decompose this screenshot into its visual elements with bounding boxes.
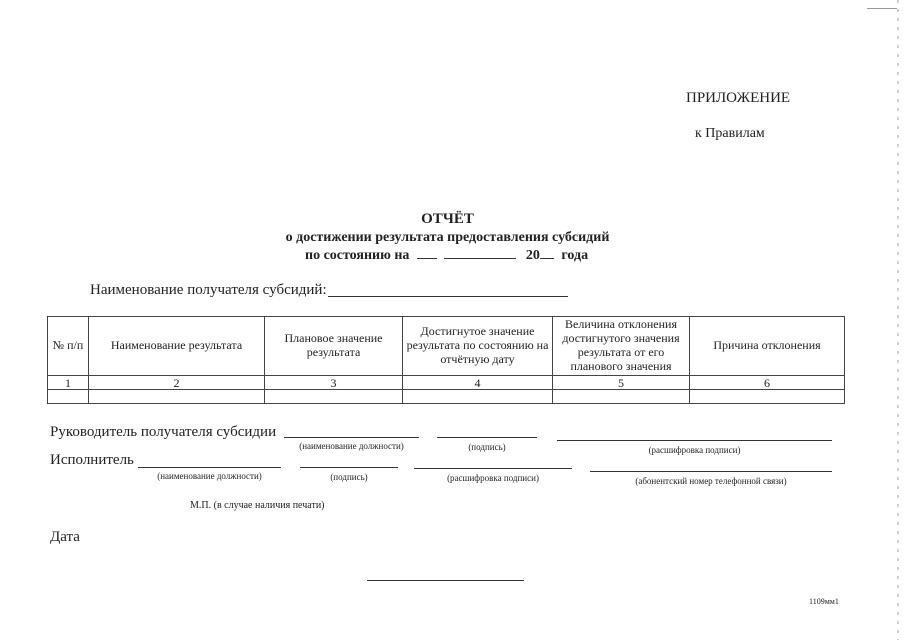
col-number: 4 (403, 376, 553, 390)
executor-label: Исполнитель (50, 452, 134, 468)
table-numbering-row (48, 376, 845, 390)
header-result-name: Наименование результата (89, 317, 265, 376)
appendix-title: ПРИЛОЖЕНИЕ (686, 90, 791, 106)
header-number: № п/п (48, 317, 89, 376)
exec-phone-caption: (абонентский номер телефонной связи) (635, 476, 787, 486)
report-date-prefix: по состоянию на (305, 248, 410, 263)
exec-signature-caption: (подпись) (330, 472, 368, 482)
exec-decoding-caption: (расшифровка подписи) (447, 473, 539, 483)
report-date-line (305, 248, 588, 264)
year-prefix: 20 (525, 248, 540, 263)
table-header-row (48, 317, 845, 376)
footer-code: 1109мм1 (809, 597, 839, 606)
head-position-caption: (наименование должности) (299, 441, 404, 451)
month-blank (444, 258, 516, 259)
scan-edge-artifact (897, 0, 899, 640)
header-planned-value: Плановое значение результата (265, 317, 403, 376)
table-cell[interactable] (403, 390, 553, 404)
stamp-note: М.П. (в случае наличия печати) (190, 500, 325, 511)
exec-position-caption: (наименование должности) (157, 471, 262, 481)
col-number: 3 (265, 376, 403, 390)
report-subtitle: о достижении результата предоставления субсидий (285, 230, 610, 245)
head-decoding-line (557, 440, 832, 441)
report-table (47, 316, 845, 404)
date-label: Дата (50, 529, 80, 545)
year-blank (540, 258, 554, 259)
col-number: 1 (48, 376, 89, 390)
col-number: 2 (89, 376, 265, 390)
date-line (367, 580, 524, 581)
report-title: ОТЧЁТ (421, 211, 474, 227)
exec-signature-line (300, 467, 398, 468)
scan-top-artifact (867, 8, 897, 9)
table-cell[interactable] (89, 390, 265, 404)
recipient-line (328, 296, 568, 297)
head-decoding-caption: (расшифровка подписи) (648, 445, 741, 455)
header-achieved-value: Достигнутое значение результата по состоянию на отчётную дату (403, 317, 553, 376)
table-cell[interactable] (265, 390, 403, 404)
head-signature-line (437, 437, 537, 438)
table-cell[interactable] (690, 390, 845, 404)
recipient-label: Наименование получателя субсидий: (90, 282, 327, 298)
head-signature-caption: (подпись) (468, 442, 506, 452)
header-reason: Причина отклонения (690, 317, 845, 376)
exec-position-line (138, 467, 281, 468)
appendix-subtitle: к Правилам (695, 126, 765, 141)
head-label: Руководитель получателя субсидии (50, 424, 277, 440)
table-row (48, 390, 845, 404)
year-suffix: года (561, 248, 589, 263)
table-cell[interactable] (553, 390, 690, 404)
exec-phone-line (590, 471, 832, 472)
col-number: 6 (690, 376, 845, 390)
col-number: 5 (553, 376, 690, 390)
exec-decoding-line (414, 468, 572, 469)
head-position-line (284, 437, 419, 438)
header-deviation: Величина отклонения достигнутого значения результата от его планового значения (553, 317, 690, 376)
day-blank (417, 258, 437, 259)
table-cell[interactable] (48, 390, 89, 404)
